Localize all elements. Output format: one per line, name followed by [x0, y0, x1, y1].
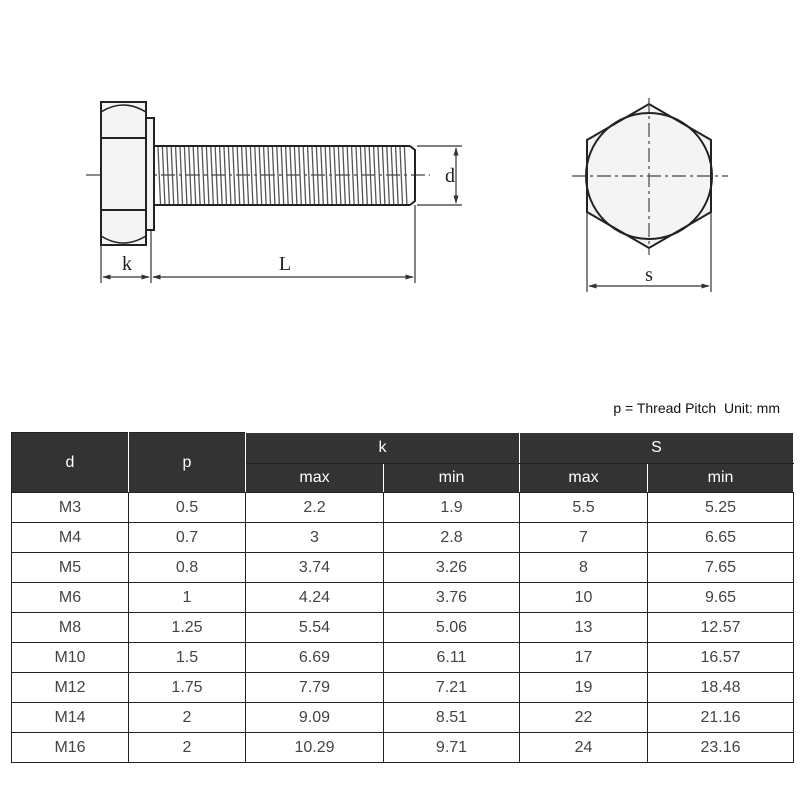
- thread-line: [158, 147, 161, 204]
- header-d: d: [12, 433, 129, 493]
- table-row: [12, 613, 794, 643]
- cell-k-max: 5.54: [246, 613, 384, 643]
- cell-s-min: 6.65: [648, 523, 794, 553]
- cell-s-max: 13: [520, 613, 648, 643]
- header-p: p: [129, 433, 246, 493]
- thread-line: [233, 147, 236, 204]
- dimension-label-s: s: [645, 264, 653, 286]
- cell-d: M3: [12, 493, 129, 523]
- cell-d: M4: [12, 523, 129, 553]
- cell-s-max: 10: [520, 583, 648, 613]
- cell-s-min: 9.65: [648, 583, 794, 613]
- table-row: [12, 733, 794, 763]
- cell-d: M6: [12, 583, 129, 613]
- cell-p: 1.25: [129, 613, 246, 643]
- cell-k-max: 10.29: [246, 733, 384, 763]
- cell-k-max: 3.74: [246, 553, 384, 583]
- cell-s-max: 17: [520, 643, 648, 673]
- cell-k-min: 3.76: [384, 583, 520, 613]
- bolt-dimension-table: [11, 432, 794, 763]
- header-k-min: min: [384, 464, 520, 493]
- cell-k-min: 1.9: [384, 493, 520, 523]
- cell-s-min: 21.16: [648, 703, 794, 733]
- cell-s-min: 18.48: [648, 673, 794, 703]
- cell-s-max: 7: [520, 523, 648, 553]
- cell-s-min: 12.57: [648, 613, 794, 643]
- cell-p: 1: [129, 583, 246, 613]
- cell-k-max: 4.24: [246, 583, 384, 613]
- header-k: k: [246, 433, 520, 464]
- bolt-side-view: [86, 102, 430, 245]
- header-k-max: max: [246, 464, 384, 493]
- cell-p: 2: [129, 733, 246, 763]
- thread-line: [250, 147, 253, 204]
- cell-s-max: 5.5: [520, 493, 648, 523]
- units-note: p = Thread Pitch Unit: mm: [613, 400, 780, 416]
- table-row: [12, 673, 794, 703]
- bolt-technical-drawing: [0, 0, 800, 330]
- cell-k-max: 9.09: [246, 703, 384, 733]
- dimension-label-d: d: [445, 165, 455, 187]
- table-row: [12, 493, 794, 523]
- cell-p: 0.5: [129, 493, 246, 523]
- cell-s-min: 16.57: [648, 643, 794, 673]
- table-row: [12, 583, 794, 613]
- thread-line: [176, 147, 179, 204]
- cell-k-min: 6.11: [384, 643, 520, 673]
- cell-k-max: 6.69: [246, 643, 384, 673]
- cell-k-min: 5.06: [384, 613, 520, 643]
- header-s-min: min: [648, 464, 794, 493]
- thread-line: [325, 147, 328, 204]
- cell-s-min: 5.25: [648, 493, 794, 523]
- cell-s-min: 23.16: [648, 733, 794, 763]
- table-row: [12, 523, 794, 553]
- thread-line: [382, 147, 385, 204]
- bolt-head-top-view: [572, 98, 728, 255]
- cell-p: 0.7: [129, 523, 246, 553]
- dimension-label-L: L: [278, 253, 292, 275]
- cell-p: 1.75: [129, 673, 246, 703]
- cell-s-min: 7.65: [648, 553, 794, 583]
- cell-k-min: 8.51: [384, 703, 520, 733]
- cell-p: 2: [129, 703, 246, 733]
- table-row: [12, 553, 794, 583]
- cell-k-max: 3: [246, 523, 384, 553]
- cell-p: 0.8: [129, 553, 246, 583]
- cell-d: M8: [12, 613, 129, 643]
- table-body: [12, 493, 794, 763]
- table-header-row: [12, 433, 794, 464]
- cell-s-max: 19: [520, 673, 648, 703]
- cell-d: M12: [12, 673, 129, 703]
- cell-d: M5: [12, 553, 129, 583]
- cell-p: 1.5: [129, 643, 246, 673]
- cell-d: M14: [12, 703, 129, 733]
- cell-k-min: 7.21: [384, 673, 520, 703]
- cell-s-max: 8: [520, 553, 648, 583]
- cell-k-max: 7.79: [246, 673, 384, 703]
- table-row: [12, 703, 794, 733]
- thread-line: [352, 147, 355, 204]
- cell-k-min: 9.71: [384, 733, 520, 763]
- cell-d: M10: [12, 643, 129, 673]
- cell-k-max: 2.2: [246, 493, 384, 523]
- header-s: S: [520, 433, 794, 464]
- thread-line: [400, 147, 403, 204]
- cell-d: M16: [12, 733, 129, 763]
- thread-line: [277, 147, 280, 204]
- cell-s-max: 24: [520, 733, 648, 763]
- table-row: [12, 643, 794, 673]
- cell-s-max: 22: [520, 703, 648, 733]
- header-s-max: max: [520, 464, 648, 493]
- thread-line: [308, 147, 311, 204]
- dimension-label-k: k: [122, 253, 132, 275]
- cell-k-min: 3.26: [384, 553, 520, 583]
- cell-k-min: 2.8: [384, 523, 520, 553]
